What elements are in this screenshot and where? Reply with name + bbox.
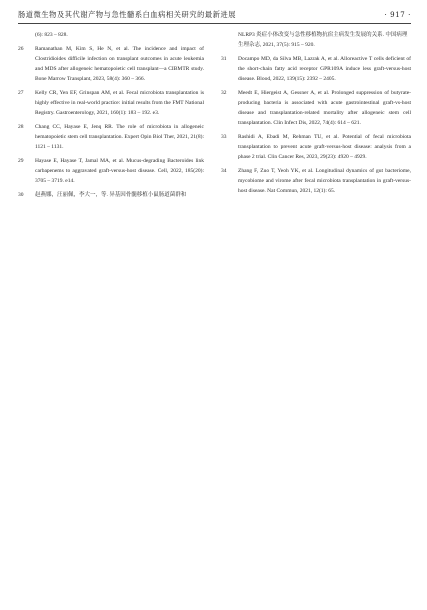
reference-text: Kelly CR, Yen EF, Grinspan AM, et al. Fecal microbiota transplantation is highly effective in real-world practice: initial results from the FMT National Registry. Gastroenterology, 2021, 160(1): 183 – 192. e3. (35, 90, 204, 116)
page-number: · 917 · (384, 11, 411, 19)
reference-item (221, 166, 411, 196)
reference-text: Hayase E, Hayase T, Jamal MA, et al. Mucus-degrading Bacteroides link carbapenems to aggravated graft-versus-host disease. Cell, 2022, 185(20): 3705 – 3719. e14. (35, 158, 204, 184)
reference-number: 34 (221, 168, 227, 174)
reference-number: 30 (18, 192, 24, 198)
reference-number: 32 (221, 90, 227, 96)
reference-item (221, 88, 411, 128)
reference-number: 31 (221, 56, 227, 62)
reference-item (18, 88, 204, 118)
reference-item (221, 54, 411, 84)
reference-number: 33 (221, 134, 227, 140)
reference-number: 29 (18, 158, 24, 164)
reference-continuation: NLRP3 炎症小体改变与急性移植物抗宿主病发生发展的关系. 中国病理生理杂志, 2021, 37(5): 915 – 920. (238, 32, 408, 48)
reference-text: Rashidi A, Ebadi M, Rehman TU, et al. Potential of fecal microbiota transplantation to prevent acute graft-versus-host disease: analysis from a phase 2 trial. Clin Cancer Res, 2023, 29(23): 4920 – 4929. (238, 134, 411, 160)
reference-item (18, 190, 204, 200)
reference-text: Meedt E, Hiergeist A, Gessner A, et al. Prolonged suppression of butyrate-producing bacteria is associated with acute gastrointestinal graft-vs-host disease and transplantation-related mortality after allogeneic stem cell transplantation. Clin Infect Dis, 2022, 74(4): 614 – 621. (238, 90, 411, 126)
reference-text: Ramanathan M, Kim S, He N, et al. The incidence and impact of Clostridioides difficile infection on transplant outcomes in acute leukemia and MDS after allogeneic hematopoietic cell transplant—a CIBMTR study. Bone Marrow Transplant, 2023, 58(4): 360 – 366. (35, 46, 204, 82)
reference-number: 28 (18, 124, 24, 130)
left-reference-column (18, 30, 204, 204)
reference-item (18, 156, 204, 186)
reference-text: Docampo MD, da Silva MB, Lazrak A, et al. Alloreactive T cells deficient of the short-chain fatty acid receptor GPR109A induce less graft-versus-host disease. Blood, 2022, 139(15): 2392 – 2405. (238, 56, 411, 82)
reference-text: Chang CC, Hayase E, Jenq RR. The role of microbiota in allogeneic hematopoietic stem cell transplantation. Expert Opin Biol Ther, 2021, 21(8): 1121 – 1131. (35, 124, 204, 150)
reference-item (18, 122, 204, 152)
reference-text: Zhang F, Zuo T, Yeoh YK, et al. Longitudinal dynamics of gut bacteriome, mycobiome and virome after fecal microbiota transplantation in graft-versus-host disease. Nat Commun, 2021, 12(1): 65. (238, 168, 411, 194)
reference-number: 27 (18, 90, 24, 96)
header-rule (18, 23, 411, 24)
reference-item (221, 132, 411, 162)
reference-text: 赵燕娜，汪丽佩，李大一，等. 异基因骨髓移植小鼠肠道菌群和 (35, 192, 187, 198)
reference-continuation: (6): 823 – 828. (35, 32, 68, 38)
reference-number: 26 (18, 46, 24, 52)
running-header-title: 肠道微生物及其代谢产物与急性髓系白血病相关研究的最新进展 (18, 10, 237, 19)
right-reference-column (221, 30, 411, 200)
reference-item (18, 44, 204, 84)
running-header (18, 9, 411, 21)
